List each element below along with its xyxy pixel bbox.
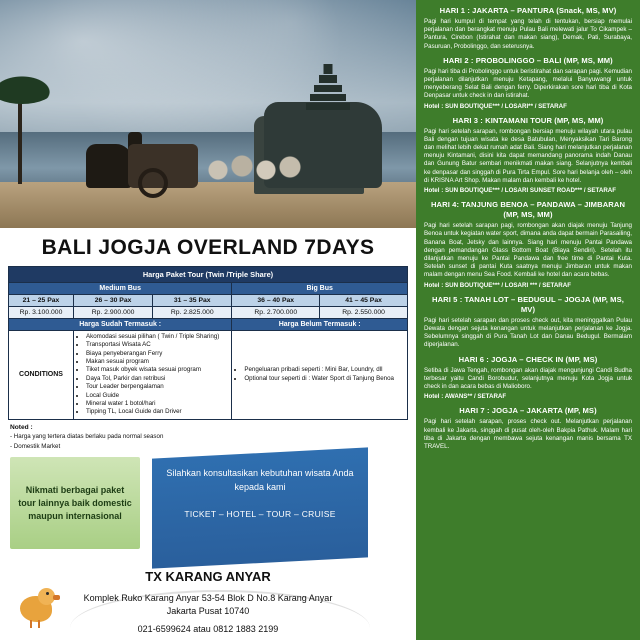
noted-block: [0, 420, 416, 451]
shore-layer: [0, 182, 416, 228]
pax-col-3: 31 – 35 Pax: [153, 295, 232, 307]
itinerary-day: [424, 6, 632, 51]
included-item: • Tiket masuk obyek wisata sesuai program: [86, 366, 228, 374]
conditions-label: CONDITIONS: [9, 331, 74, 420]
included-header: Harga Sudah Termasuk :: [9, 319, 232, 331]
promo-blue-banner: [152, 447, 368, 568]
itinerary-day-title: HARI 2 : PROBOLINGGO – BALI (MP, MS, MM): [443, 55, 613, 65]
pax-col-2: 26 – 30 Pax: [74, 295, 153, 307]
noted-label: Noted :: [10, 423, 33, 431]
price-1: Rp. 3.100.000: [9, 307, 74, 319]
included-item: • Daya Tol, Parkir dan retribusi: [86, 375, 228, 383]
itinerary-column: [416, 0, 640, 640]
bus-group-medium: Medium Bus: [9, 283, 232, 295]
pax-col-1: 21 – 25 Pax: [9, 295, 74, 307]
itinerary-day: [424, 56, 632, 111]
included-item: • Local Guide: [86, 392, 228, 400]
itinerary-day: [424, 295, 632, 350]
pax-col-5: 41 – 45 Pax: [320, 295, 408, 307]
table-header: Harga Paket Tour (Twin /Triple Share): [9, 267, 408, 283]
horse-cart-figure: [128, 144, 198, 188]
itinerary-day-body: Pagi hari setelah sarapan dan proses check out, kita meninggalkan Pulau Dewata dengan sejuta kenangan untuk melanjutkan perjalanan ke Jogja. Sebelumnya singgah di Pura Tanah Lot dan Danau Bedugul. Bermalam diperjalanan.: [424, 316, 632, 349]
price-4: Rp. 2.700.000: [232, 307, 320, 319]
bus-group-big: Big Bus: [232, 283, 408, 295]
promo-area: [0, 451, 416, 640]
itinerary-day: [424, 406, 632, 451]
itinerary-day: [424, 116, 632, 196]
temple-icon: [302, 64, 354, 110]
address-line-2: Jakarta Pusat 10740: [166, 605, 250, 616]
price-table-wrapper: [0, 266, 416, 420]
itinerary-day: [424, 200, 632, 290]
noted-item: - Harga yang tertera diatas berlaku pada normal season: [10, 433, 164, 441]
price-2: Rp. 2.900.000: [74, 307, 153, 319]
included-item: • Tour Leader berpengalaman: [86, 383, 228, 391]
included-item: • Tipping TL, Local Guide dan Driver: [86, 408, 228, 416]
excluded-item: • Pengeluaran pribadi seperti : Mini Bar, Loundry, dll: [244, 366, 404, 374]
price-3: Rp. 2.825.000: [153, 307, 232, 319]
company-name: TX KARANG ANYAR: [145, 569, 271, 584]
itinerary-day-body: Pagi hari tiba di Probolinggo untuk beristirahat dan sarapan pagi. Kemudian perjalanan dilanjutkan menuju Ketapang, melalui Banyuwangi untuk menyeberang Selat Bali dengan ferry. Diperkirakan sore hari tiba di Kota Denpasar untuk check in dan istirahat.: [424, 67, 632, 100]
itinerary-day-hotel: Hotel : SUN BOUTIQUE*** / LOSARI** / SETARAF: [424, 102, 567, 110]
excluded-header: Harga Belum Termasuk :: [232, 319, 408, 331]
company-phone: 021-6599624 atau 0812 1883 2199: [137, 624, 279, 634]
price-5: Rp. 2.550.000: [320, 307, 408, 319]
included-list: [74, 331, 232, 420]
promo-green-banner: Nikmati berbagai paket tour lainnya baik domestic maupun internasional: [10, 457, 140, 549]
itinerary-day-body: Pagi hari setelah sarapan, rombongan bersiap menuju wilayah utara pulau Bali dengan tujuan wisata ke desa Batubulan, Menyaksikan Tari Barong dan melihat lebih dekat rumah adat Bali. Siang hari melanjutkan perjalanan menuju Kintamani, disini kita dapat memandang panorama indah Danau dan Gunung Batur sembari menikmati makan siang. Selanjutnya kembali ke denpasar dan singgah di Pura Tirta Empul. Sore hari belanja oleh – oleh di KRISNA Art Shop. Makan malam dan kembali ke hotel.: [424, 127, 632, 184]
itinerary-day-title: HARI 4: TANJUNG BENOA – PANDAWA – JIMBARAN (MP, MS, MM): [430, 200, 626, 220]
hero-image: [0, 0, 416, 228]
itinerary-day-body: Pagi hari kumpul di tempat yang telah di tentukan, bersiap memulai perjalanan dan berangkat menuju Pulau Bali melewati jalur To Cikampek – Pantura, Cirebon (Istirahat dan makan siang), Demak, Pati, Surabaya, Pasuruan, Probolinggo, dan seterusnya.: [424, 18, 632, 50]
included-item: • Biaya penyeberangan Ferry: [86, 350, 228, 358]
itinerary-day-hotel: Hotel : SUN BOUTIQUE*** / LOSARI SUNSET ROAD*** / SETARAF: [424, 187, 617, 195]
itinerary-day-body: Pagi hari setelah sarapan pagi, rombongan akan diajak menuju Tanjung Benoa untuk kegiatan water sport, dimana anda dapat bermain Parasailing, Banana Boat, Jetsky dan lainnya. Siang hari menuju Pantai Pandawa dengan pemandangan Glass Bottom Boat (Biaya Sendiri). Setelah itu dilanjutkan menuju ke Pantai Pandawa dan free time di Pantai Kuta. Setelah sunset di pantai Kuta saatnya menuju Jimbaran untuk makan malam dengan menu Sea Food. Kembali ke hotel dan acara bebas.: [424, 222, 632, 279]
itinerary-day-title: HARI 5 : TANAH LOT – BEDUGUL – JOGJA (MP, MS, MV): [432, 294, 624, 314]
itinerary-day-title: HARI 7 : JOGJA – JAKARTA (MP, MS): [459, 406, 597, 416]
address-line-1: Komplek Ruko Karang Anyar 53-54 Blok D No.8 Karang Anyar: [83, 592, 333, 603]
itinerary-day-title: HARI 3 : KINTAMANI TOUR (MP, MS, MM): [452, 115, 604, 125]
itinerary-day-body: Setiba di Jawa Tengah, rombongan akan diajak mengunjungi Candi Budha terbesar yaitu Candi Borobudur, selanjutnya menuju Kota Jogja untuk check in dan acara bebas di Malioboro.: [424, 366, 632, 390]
excluded-list: [232, 331, 408, 420]
horse-figure: [86, 144, 132, 188]
itinerary-day-body: Pagi hari setelah sarapan, proses check out. Melanjutkan perjalanan kembali ke Jakarta, singgah di pusat oleh-oleh Bakpia Pathuk. Malam hari tiba di Jakarta dengan membawa sejuta kenangan manis bersama TX TRAVEL.: [424, 418, 632, 450]
noted-item: - Domestik Market: [10, 442, 61, 450]
included-item: • Makan sesuai program: [86, 358, 228, 366]
price-table: [8, 266, 408, 420]
included-item: • Transportasi Wisata AC: [86, 341, 228, 349]
people-group: [206, 140, 326, 188]
palm-tree-icon: [18, 88, 22, 184]
included-item: • Akomodasi sesuai pilihan ( Twin / Triple Sharing): [86, 333, 228, 341]
itinerary-day-title: HARI 1 : JAKARTA – PANTURA (Snack, MS, MV): [439, 6, 617, 15]
page-title: BALI JOGJA OVERLAND 7DAYS: [41, 236, 375, 259]
included-item: • Mineral water 1 botol/hari: [86, 400, 228, 408]
itinerary-day-title: HARI 6 : JOGJA – CHECK IN (MP, MS): [458, 354, 598, 364]
promo-blue-line1: Silahkan konsultasikan kebutuhan wisata Anda kepada kami: [166, 468, 354, 492]
pax-col-4: 36 – 40 Pax: [232, 295, 320, 307]
itinerary-day: [424, 355, 632, 402]
itinerary-day-hotel: Hotel : AWANS** / SETARAF: [424, 393, 507, 401]
company-address: [0, 592, 416, 618]
excluded-item: • Optional tour seperti di : Water Sport di Tanjung Benoa: [244, 375, 404, 383]
itinerary-day-hotel: Hotel : SUN BOUTIQUE*** / LOSARI *** / SETARAF: [424, 281, 572, 289]
promo-blue-line2: TICKET – HOTEL – TOUR – CRUISE: [184, 509, 336, 520]
